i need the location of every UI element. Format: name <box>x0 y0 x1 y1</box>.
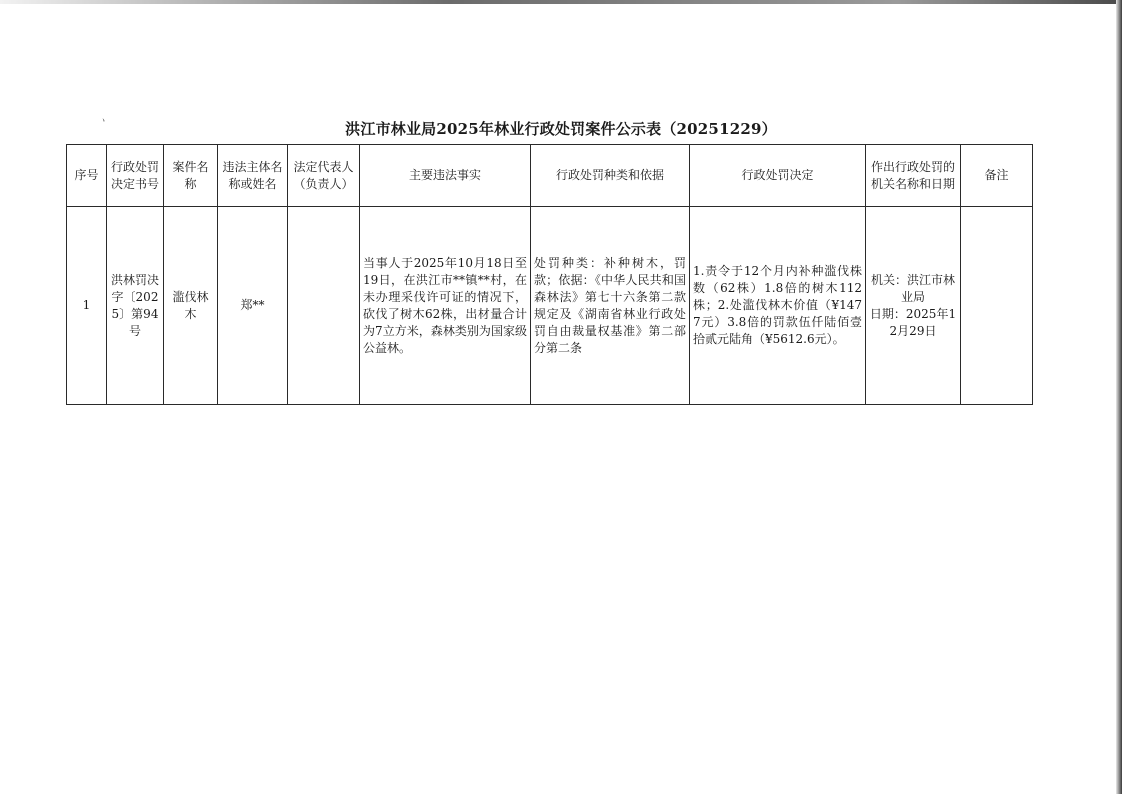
header-doc-no: 行政处罚决定书号 <box>107 145 164 207</box>
header-legal-rep: 法定代表人（负责人） <box>288 145 360 207</box>
table-header-row <box>67 145 1033 207</box>
header-type-basis: 行政处罚种类和依据 <box>531 145 690 207</box>
cell-remarks <box>961 207 1033 405</box>
cell-facts: 当事人于2025年10月18日至19日，在洪江市**镇**村，在未办理采伐许可证的情况下，砍伐了树木62株，出材量合计为7立方米，森林类别为国家级公益林。 <box>360 207 531 405</box>
header-subject: 违法主体名称或姓名 <box>218 145 288 207</box>
cell-case-name: 滥伐林木 <box>164 207 218 405</box>
penalty-table <box>66 144 1033 405</box>
header-authority-date: 作出行政处罚的机关名称和日期 <box>866 145 961 207</box>
table-row <box>67 207 1033 405</box>
scan-speck: 、 <box>100 112 114 127</box>
header-decision: 行政处罚决定 <box>690 145 866 207</box>
cell-authority-date <box>866 207 961 405</box>
cell-date: 日期：2025年12月29日 <box>869 306 957 338</box>
cell-authority: 机关：洪江市林业局 <box>870 272 955 304</box>
page-title: 洪江市林业局2025年林业行政处罚案件公示表（20251229） <box>345 120 777 138</box>
scan-edge-top <box>0 0 1122 4</box>
cell-seq: 1 <box>67 207 107 405</box>
header-facts: 主要违法事实 <box>360 145 531 207</box>
header-remarks: 备注 <box>961 145 1033 207</box>
header-case-name: 案件名称 <box>164 145 218 207</box>
header-seq: 序号 <box>67 145 107 207</box>
cell-doc-no: 洪林罚决字〔2025〕第94号 <box>107 207 164 405</box>
cell-decision: 1.责令于12个月内补种滥伐株数（62株）1.8倍的树木112株；2.处滥伐林木价值（¥1477元）3.8倍的罚款伍仟陆佰壹拾贰元陆角（¥5612.6元）。 <box>690 207 866 405</box>
cell-legal-rep <box>288 207 360 405</box>
cell-type-basis: 处罚种类：补种树木，罚款；依据：《中华人民共和国森林法》第七十六条第二款规定及《湖南省林业行政处罚自由裁量权基准》第二部分第二条 <box>531 207 690 405</box>
cell-subject: 郑** <box>218 207 288 405</box>
